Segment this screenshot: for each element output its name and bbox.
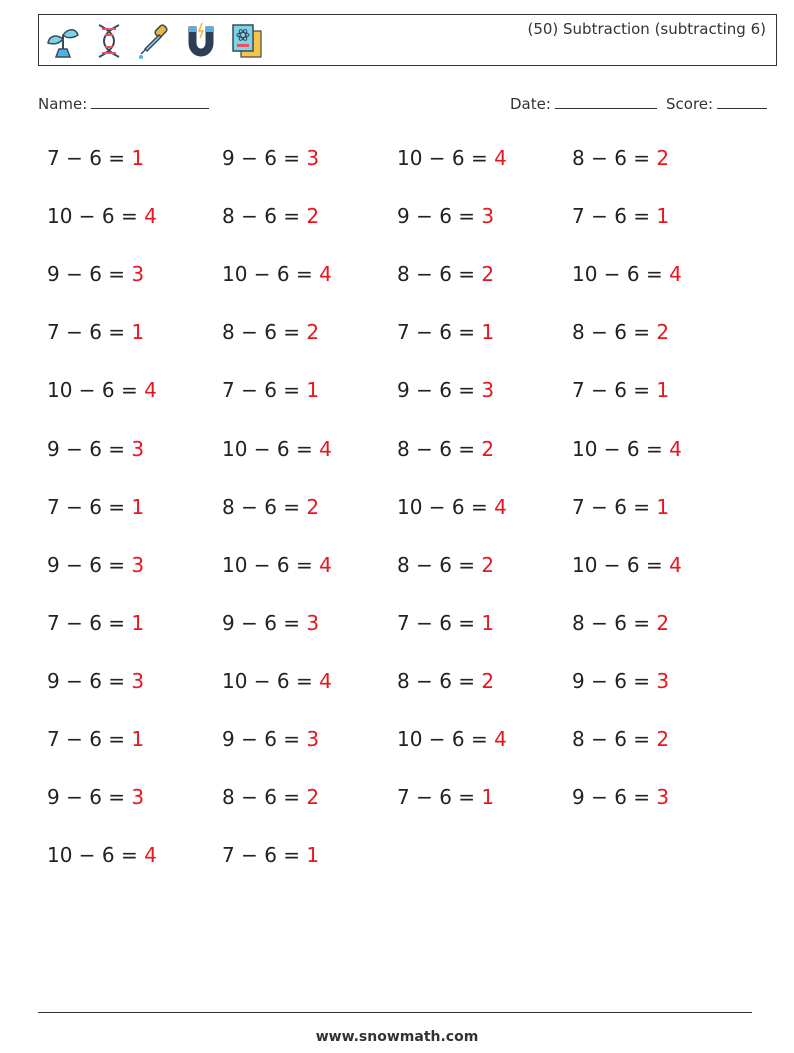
problem-answer: 2 [306,494,320,519]
problem-answer: 3 [481,204,495,229]
problem-answer: 1 [306,378,320,403]
dna-icon [89,21,129,61]
problem-question: 10 − 6 = [572,552,663,577]
problem-item [397,785,494,809]
problem-item [572,437,682,461]
problem-question: 9 − 6 = [47,262,126,287]
problem-answer: 1 [481,785,495,810]
problem-item [397,669,494,693]
problem-question: 10 − 6 = [397,146,488,170]
problem-question: 10 − 6 = [222,262,313,287]
problem-item [397,727,507,751]
name-blank[interactable] [91,94,209,109]
problem-question: 7 − 6 = [397,785,476,810]
problem-answer: 1 [656,204,670,229]
problem-item [572,262,682,286]
problem-question: 10 − 6 = [47,843,138,868]
problem-item [222,727,319,751]
problem-answer: 2 [306,785,320,810]
problem-answer: 3 [131,552,145,577]
plant-flask-icon [43,21,83,61]
problem-item [47,437,144,461]
header-icons [43,21,267,61]
problem-answer: 2 [656,610,670,635]
problem-question: 7 − 6 = [47,610,126,635]
score-blank[interactable] [717,94,767,109]
problem-question: 10 − 6 = [397,727,488,751]
problem-item [572,378,669,402]
problem-answer: 4 [494,146,507,170]
problem-question: 8 − 6 = [397,668,476,693]
problem-answer: 4 [669,552,682,577]
magnet-icon [181,21,221,61]
problem-answer: 3 [306,610,320,635]
problem-item [397,146,507,170]
problem-question: 8 − 6 = [397,262,476,287]
problem-question: 9 − 6 = [397,204,476,229]
problem-item [397,378,494,402]
problem-answer: 3 [131,262,145,287]
problem-question: 7 − 6 = [572,494,651,519]
problem-question: 7 − 6 = [47,320,126,345]
problem-answer: 4 [669,436,682,461]
problem-item [572,495,669,519]
problem-item [397,553,494,577]
footer-divider [38,1012,752,1013]
problem-answer: 4 [319,436,332,461]
problem-question: 8 − 6 = [572,610,651,635]
problem-item [222,378,319,402]
problem-answer: 2 [481,668,495,693]
problem-question: 8 − 6 = [572,320,651,345]
problem-item [397,320,494,344]
worksheet-title: (50) Subtraction (subtracting 6) [527,20,766,38]
problem-question: 7 − 6 = [47,146,126,170]
problem-item [47,727,144,751]
problem-answer: 1 [131,727,145,751]
problem-question: 10 − 6 = [572,436,663,461]
problem-item [47,669,144,693]
problem-question: 8 − 6 = [222,320,301,345]
problem-answer: 3 [306,146,320,170]
problem-answer: 1 [131,146,145,170]
problem-item [47,204,157,228]
problem-question: 9 − 6 = [47,785,126,810]
problem-item [397,611,494,635]
problem-item [222,146,319,170]
problem-item [572,669,669,693]
problem-answer: 4 [319,262,332,287]
problem-answer: 3 [306,727,320,751]
problem-answer: 2 [481,436,495,461]
problem-item [397,437,494,461]
problem-item [572,611,669,635]
problem-item [47,146,144,170]
score-label: Score: [666,95,714,113]
problem-answer: 1 [656,378,670,403]
problem-answer: 1 [481,610,495,635]
problem-item [47,262,144,286]
problem-item [572,146,669,170]
problem-answer: 4 [144,843,157,868]
problem-question: 9 − 6 = [222,727,301,751]
problem-question: 7 − 6 = [397,320,476,345]
problem-item [222,611,319,635]
problem-answer: 4 [144,204,157,229]
problem-item [47,553,144,577]
problem-question: 10 − 6 = [222,552,313,577]
footer-url: www.snowmath.com [315,1029,479,1045]
date-label: Date: [510,95,551,113]
problem-question: 10 − 6 = [572,262,663,287]
problem-item [222,262,332,286]
problem-answer: 1 [656,494,670,519]
problem-item [572,727,669,751]
problem-item [572,553,682,577]
problem-answer: 2 [481,262,495,287]
problem-answer: 4 [144,378,157,403]
problem-item [397,262,494,286]
problem-item [47,320,144,344]
problem-answer: 2 [656,727,670,751]
problem-answer: 4 [319,668,332,693]
problem-question: 8 − 6 = [572,727,651,751]
problem-answer: 1 [481,320,495,345]
problem-question: 9 − 6 = [572,668,651,693]
problem-question: 10 − 6 = [222,436,313,461]
problem-question: 7 − 6 = [397,610,476,635]
problem-answer: 2 [656,320,670,345]
score-field [666,94,767,113]
problem-question: 7 − 6 = [47,494,126,519]
problem-item [47,785,144,809]
problem-question: 7 − 6 = [222,843,301,868]
name-label: Name: [38,95,88,113]
problem-question: 7 − 6 = [222,378,301,403]
problem-answer: 4 [669,262,682,287]
name-field [38,94,209,113]
problem-answer: 3 [131,436,145,461]
science-book-icon [227,21,267,61]
problem-question: 8 − 6 = [397,552,476,577]
problem-answer: 3 [481,378,495,403]
date-blank[interactable] [555,94,657,109]
problem-question: 9 − 6 = [222,146,301,170]
problem-item [222,437,332,461]
problem-question: 9 − 6 = [222,610,301,635]
problem-item [222,320,319,344]
pipette-icon [135,21,175,61]
problem-answer: 4 [494,494,507,519]
problem-question: 8 − 6 = [222,204,301,229]
problem-question: 10 − 6 = [47,204,138,229]
problem-answer: 1 [131,320,145,345]
problem-answer: 3 [131,785,145,810]
problem-question: 7 − 6 = [572,204,651,229]
problem-item [222,785,319,809]
problem-item [222,669,332,693]
problem-answer: 3 [656,785,670,810]
problem-item [572,320,669,344]
problem-answer: 2 [481,552,495,577]
problem-question: 7 − 6 = [47,727,126,751]
problem-question: 9 − 6 = [47,668,126,693]
problem-answer: 2 [656,146,670,170]
problem-item [47,378,157,402]
problem-answer: 4 [494,727,507,751]
problem-answer: 1 [131,494,145,519]
problem-question: 9 − 6 = [572,785,651,810]
problem-item [572,785,669,809]
problem-item [47,495,144,519]
problem-question: 8 − 6 = [572,146,651,170]
problem-answer: 1 [306,843,320,868]
problem-item [572,204,669,228]
problem-item [397,204,494,228]
problem-question: 10 − 6 = [47,378,138,403]
problem-answer: 3 [131,668,145,693]
problem-answer: 4 [319,552,332,577]
problem-question: 10 − 6 = [397,494,488,519]
problem-answer: 3 [656,668,670,693]
problem-question: 8 − 6 = [222,494,301,519]
problem-answer: 2 [306,320,320,345]
problem-question: 9 − 6 = [47,552,126,577]
problem-item [222,204,319,228]
problem-item [222,495,319,519]
problem-item [222,553,332,577]
problem-question: 8 − 6 = [222,785,301,810]
problem-question: 9 − 6 = [47,436,126,461]
worksheet-header [38,14,777,66]
problem-answer: 1 [131,610,145,635]
problem-item [47,611,144,635]
problem-item [222,843,319,867]
date-field [510,94,657,113]
problem-item [397,495,507,519]
problem-answer: 2 [306,204,320,229]
problem-question: 7 − 6 = [572,378,651,403]
problem-question: 9 − 6 = [397,378,476,403]
problem-question: 8 − 6 = [397,436,476,461]
problem-question: 10 − 6 = [222,668,313,693]
problem-item [47,843,157,867]
